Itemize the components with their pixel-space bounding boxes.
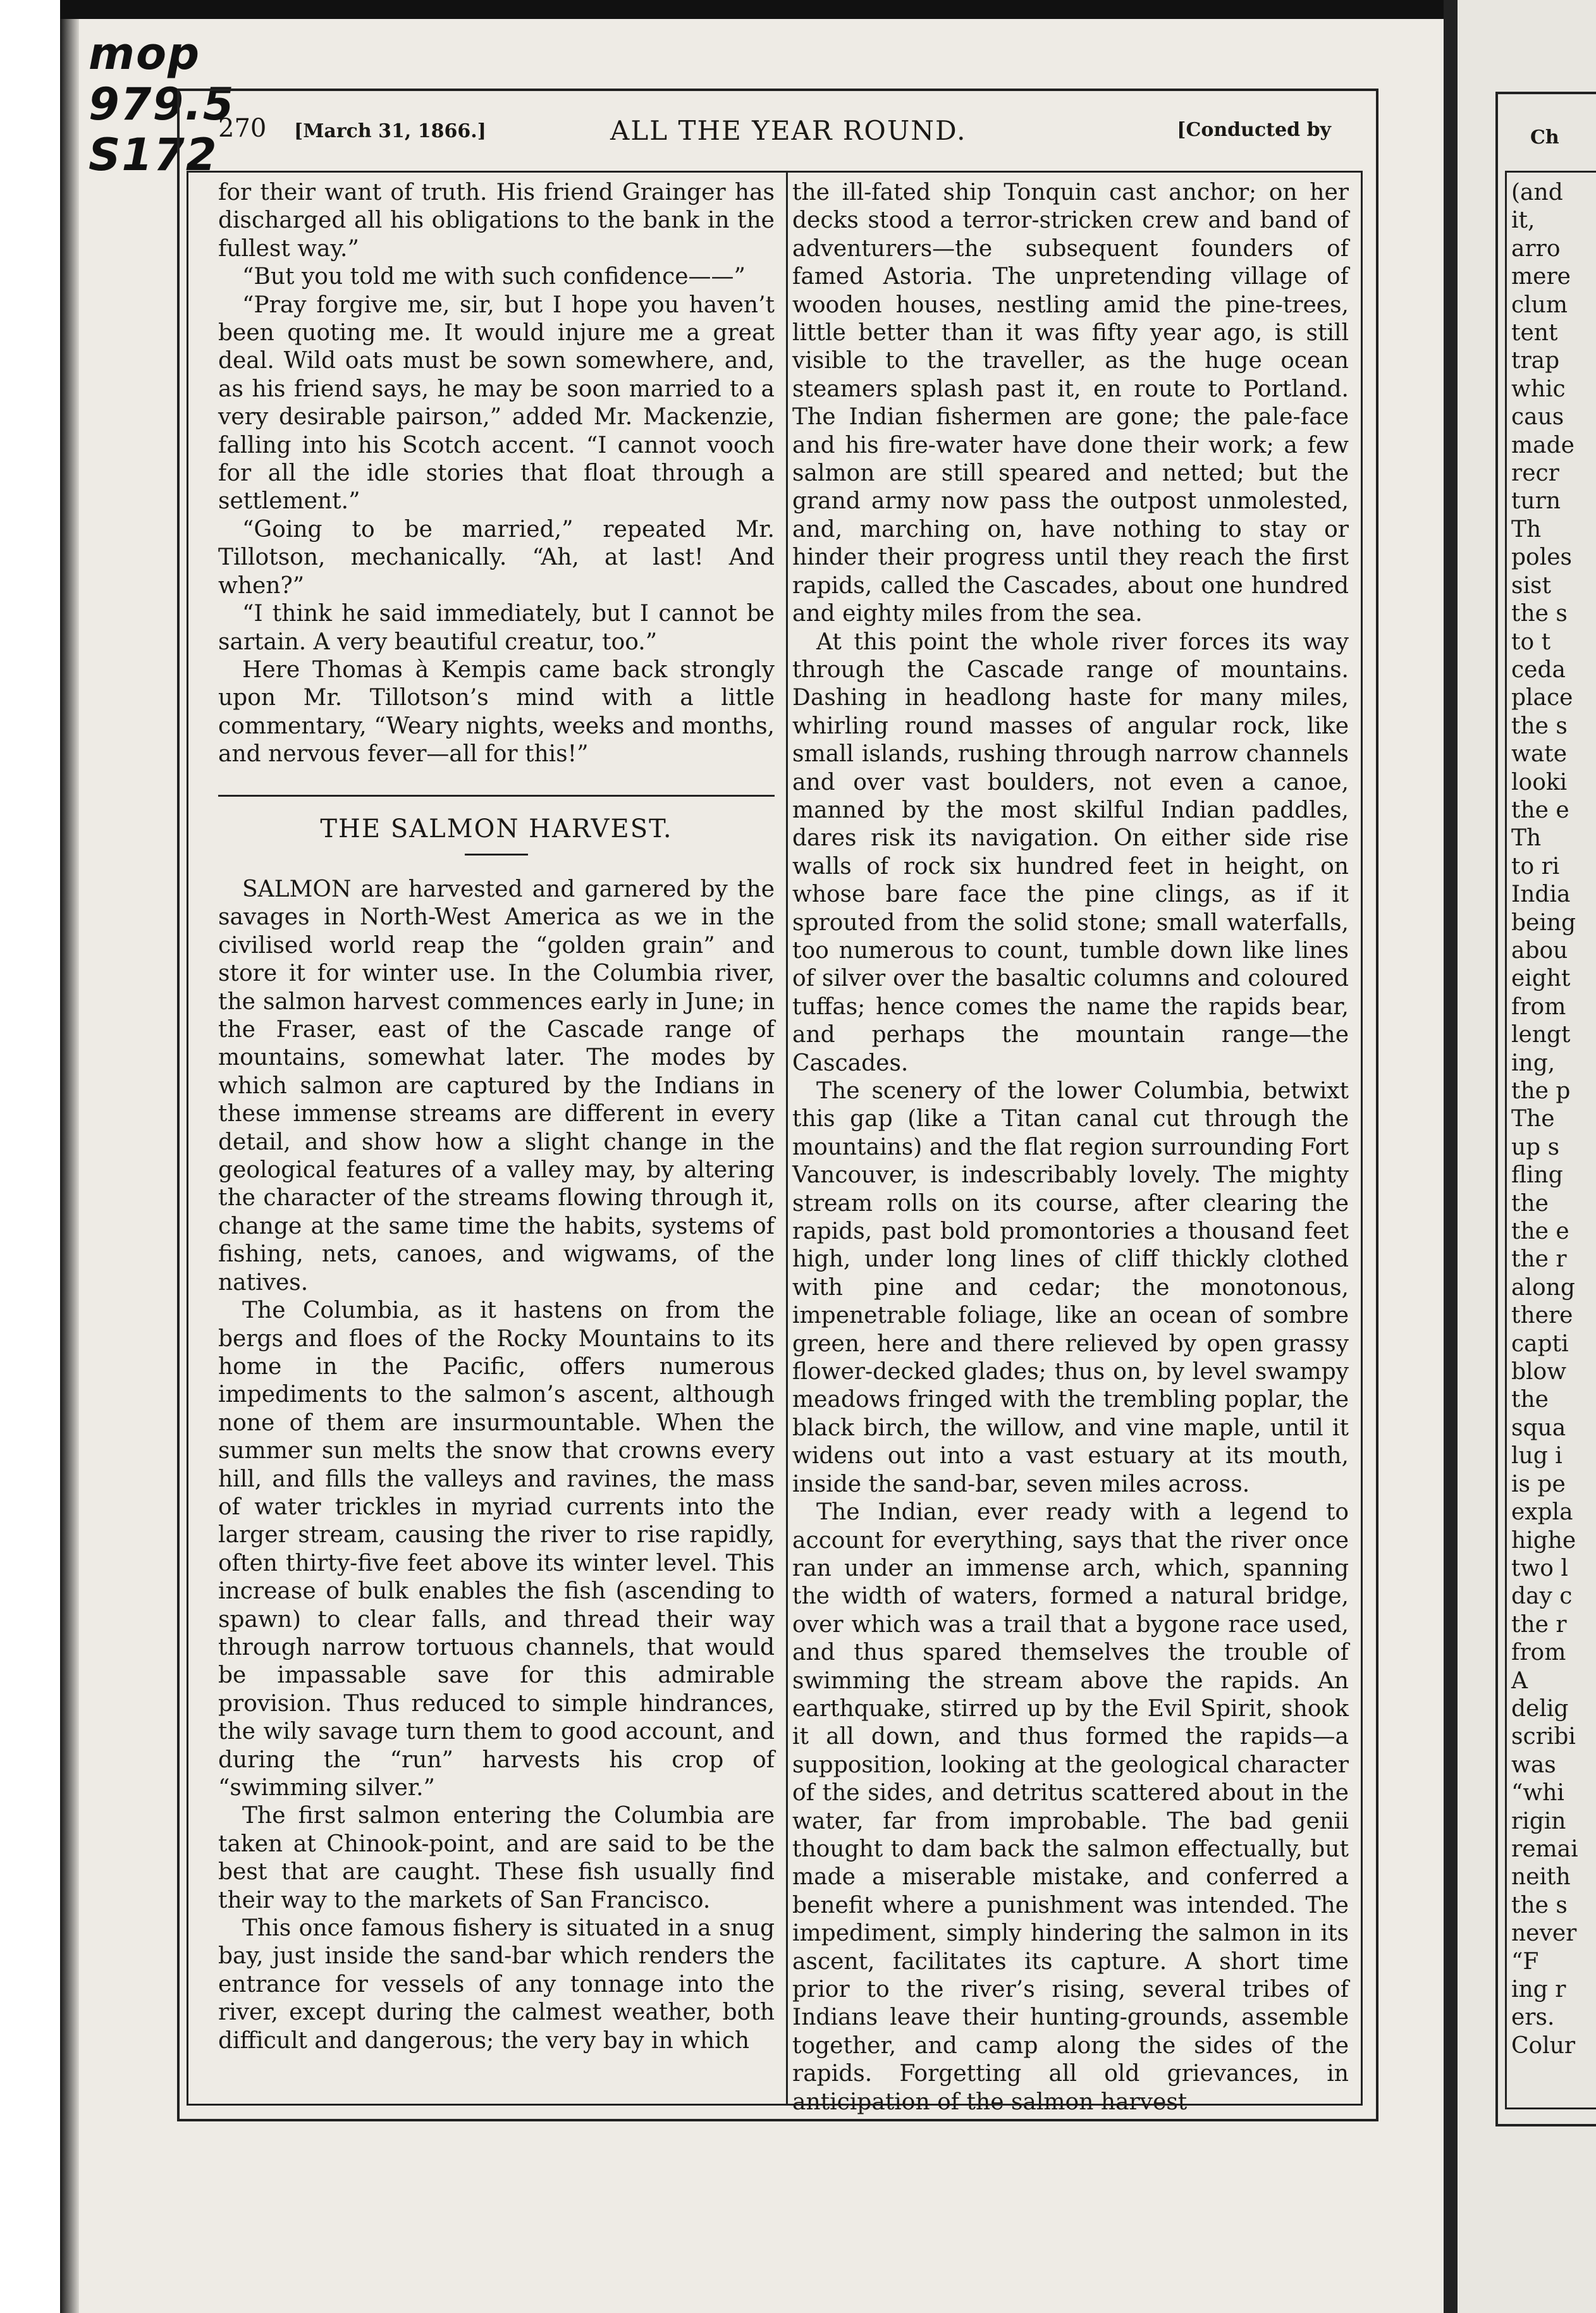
page-number: 270: [218, 114, 267, 143]
paragraph: This once famous fishery is situated in a snug bay, just inside the sand-bar which renders the entrance for vessels of any tonnage into the river, except during the calmest weather, both difficult and dangerous; the very bay in which: [218, 1915, 775, 2054]
paragraph: At this point the whole river forces its way through the Cascade range of mountains. Dashing in headlong haste for many miles, whirling round masses of angular rock, like small islands, rushing through narrow channels and over vast boulders, not even a canoe, manned by the most skilful Indian paddles, dares risk its navigation. On either side rise walls of rock six hundred feet in height, on whose bare face the pine clings, as if it sprouted from the solid stone; small waterfalls, too numerous to count, tumble down like lines of silver over the basaltic columns and coloured tuffas; hence comes the name the rapids bear, and perhaps the mountain range—the Cascades.: [792, 629, 1349, 1076]
handwritten-note-1: mop: [89, 28, 201, 80]
column-divider: [786, 171, 788, 2106]
paragraph: “I think he said immediately, but I cannot be sartain. A very beautiful creatur, too.”: [218, 601, 775, 655]
next-page-fragments: (and it, arro mere clum tent trap whic caus made recr turn Th poles sist the s to t ceda place the s wate looki the e Th to ri India being abou eight from lengt ing, the p The up s fling the the e the r along there capti blow the squa lug i is pe expla highe two l day c the r from A delig scribi was “whi rigin remai neith the s never “F ing r ers. Colur: [1511, 180, 1578, 2059]
article-left-column: [218, 876, 775, 2055]
article-title: THE SALMON HARVEST.: [320, 814, 673, 844]
section-rule: [218, 795, 775, 797]
running-head: [218, 114, 1331, 152]
paragraph: “Going to be married,” repeated Mr. Tillotson, mechanically. “Ah, at last! And when?”: [218, 516, 775, 599]
paragraph: The Columbia, as it hastens on from the bergs and floes of the Rocky Mountains to its home in the Pacific, offers numerous impediments to the salmon’s ascent, although none of them are insurmountable. When the summer sun melts the snow that crowns every hill, and fills the valleys and ravines, the mass of water trickles in myriad currents into the larger stream, causing the river to rise rapidly, often thirty-five feet above its winter level. This increase of bulk enables the fish (ascending to spawn) to clear falls, and thread their way through narrow tortuous channels, that would be impassable save for this admirable provision. Thus reduced to simple hindrances, the wily savage turn them to good account, and during the “run” harvests his crop of “swimming silver.”: [218, 1298, 775, 1801]
title-rule: [465, 854, 528, 856]
scan-margin-left: [0, 0, 60, 2313]
next-page-edge: [1458, 0, 1596, 2313]
previous-story-text: [218, 179, 775, 769]
handwritten-note-2: 979.5: [89, 78, 235, 130]
page-gutter: [1444, 0, 1458, 2313]
article-right-column: [792, 179, 1349, 2116]
issue-date: [March 31, 1866.]: [294, 120, 486, 142]
paragraph: The first salmon entering the Columbia are taken at Chinook-point, and are said to be the best that are caught. These fish usually find their way to the markets of San Francisco.: [218, 1803, 775, 1913]
paragraph: for their want of truth. His friend Grainger has discharged all his obligations to the bank in the fullest way.”: [218, 180, 775, 262]
paragraph: “But you told me with such confidence——”: [242, 264, 746, 290]
paragraph: The Indian, ever ready with a legend to account for everything, says that the river once ran under an immense arch, which, spanning the width of waters, formed a natural bridge, over which was a trail that a bygone race used, and thus spared themselves the trouble of swimming the stream above the rapids. An earthquake, stirred up by the Evil Spirit, shook it all down, and thus formed the rapids—a supposition, looking at the geological character of the sides, and detritus scattered about in the water, far from improbable. The bad genii thought to dam back the salmon effectually, but made a miserable mistake, and conferred a benefit where a punishment was intended. The impediment, simply hindering the salmon in its ascent, facilitates its capture. A short time prior to the river’s rising, several tribes of Indians leave their hunting-grounds, assemble together, and camp along the sides of the rapids. Forgetting all old grievances, in anticipation of the salmon harvest: [792, 1499, 1349, 2115]
journal-title: ALL THE YEAR ROUND.: [610, 115, 967, 146]
conducted-by: [Conducted by: [1177, 119, 1331, 141]
paragraph: “Pray forgive me, sir, but I hope you haven’t been quoting me. It would injure me a great deal. Wild oats must be sown somewhere, and, as his friend says, he may be soon married to a very desirable pairson,” added Mr. Mackenzie, falling into his Scotch accent. “I cannot vooch for all the idle stories that float through a settlement.”: [218, 291, 775, 515]
next-page-head: Ch: [1530, 126, 1559, 149]
scan-edge-top: [60, 0, 1596, 19]
paragraph: Here Thomas à Kempis came back strongly upon Mr. Tillotson’s mind with a little commentary, “Weary nights, weeks and months, and nervous fever—all for this!”: [218, 656, 775, 768]
handwritten-note-3: S172: [89, 129, 218, 181]
binding-shadow: [60, 0, 79, 2313]
paragraph: SALMON are harvested and garnered by the savages in North-West America as we in the civilised world reap the “golden grain” and store it for winter use. In the Columbia river, the salmon harvest commences early in June; in the Fraser, east of the Cascade range of mountains, somewhat later. The modes by which salmon are captured by the Indians in these immense streams are different in every detail, and show how a slight change in the geological features of a valley may, by altering the character of the streams flowing through it, change at the same time the habits, systems of fishing, nets, canoes, and wigwams, of the natives.: [218, 876, 775, 1296]
paragraph: the ill-fated ship Tonquin cast anchor; on her decks stood a terror-stricken crew and band of adventurers—the subsequent founders of famed Astoria. The unpretending village of wooden houses, nestling amid the pine-trees, little better than it was fifty year ago, is still visible to the traveller, as the huge ocean steamers splash past it, en route to Portland. The Indian fishermen are gone; the pale-face and his fire-water have done their work; a few salmon are still speared and netted; but the grand army now pass the outpost unmolested, and, marching on, have nothing to stay or hinder their progress until they reach the first rapids, called the Cascades, about one hundred and eighty miles from the sea.: [792, 180, 1349, 627]
paragraph: The scenery of the lower Columbia, betwixt this gap (like a Titan canal cut through the mountains) and the flat region surrounding Fort Vancouver, is indescribably lovely. The mighty stream rolls on its course, after clearing the rapids, past bold promontories a thousand feet high, under long lines of cliff thickly clothed with pine and cedar; the monotonous, impenetrable foliage, like an ocean of sombre green, here and there relieved by open grassy flower-decked glades; thus on, by level swampy meadows fringed with the trembling poplar, the black birch, the willow, and vine maple, until it widens out into a vast estuary at its mouth, inside the sand-bar, seven miles across.: [792, 1078, 1349, 1497]
